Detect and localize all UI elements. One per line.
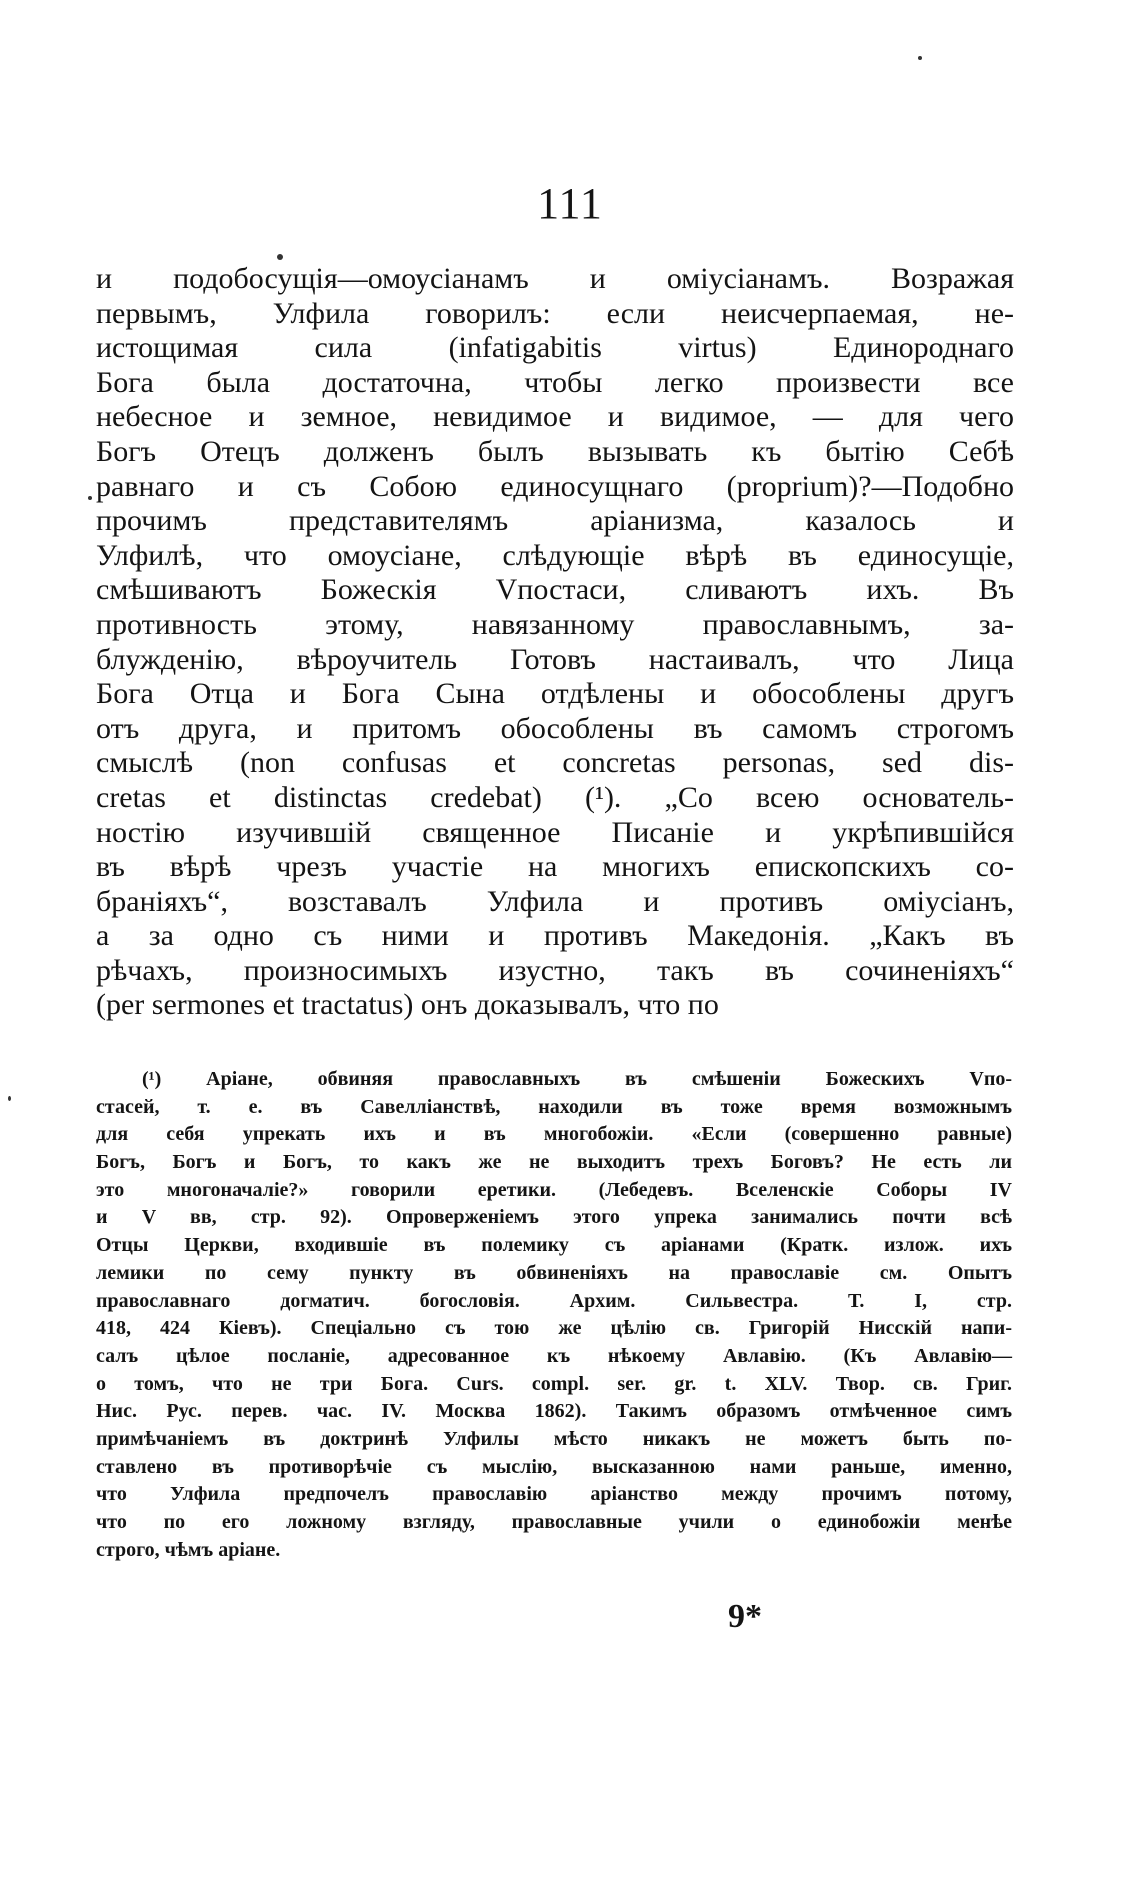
text-line: Улфилѣ, что омоусіане, слѣдующіе вѣрѣ въ единосущіе, — [96, 538, 1014, 572]
text-line: въ вѣрѣ чрезъ участіе на многихъ епископскихъ со- — [96, 850, 1014, 884]
footnote-line: 418, 424 Кіевъ). Спеціально съ тою же цѣлію св. Григорій Нисскій напи- — [96, 1317, 1012, 1340]
text-line: блужденію, вѣроучитель Готовъ настаивалъ, что Лица — [96, 642, 1014, 676]
footnote-line: ставлено въ противорѣчіе съ мыслію, высказанною нами раньше, именно, — [96, 1455, 1012, 1478]
text-line: cretas et distinctas credebat) (¹). „Со всею основатель- — [96, 780, 1014, 814]
footnote-line: стасей, т. е. въ Савелліанствѣ, находили въ тоже время возможнымъ — [96, 1095, 1012, 1118]
text-line: и подобосущія—омоусіанамъ и омiусіанамъ. Возражая — [96, 262, 1014, 295]
footnote-line: (¹) Аріане, обвиняя православныхъ въ смѣшеніи Божескихъ Vпо- — [142, 1068, 1012, 1090]
footnote-line: православнаго догматич. богословія. Архим. Сильвестра. Т. I, стр. — [96, 1289, 1012, 1312]
footnote-line: Отцы Церкви, входившіе въ полемику съ аріанами (Кратк. излож. ихъ — [96, 1234, 1012, 1257]
text-line: прочимъ представителямъ аріанизма, казалось и — [96, 504, 1014, 538]
footnote-line: Богъ, Богъ и Богъ, то какъ же не выходитъ трехъ Боговъ? Не есть ли — [96, 1151, 1012, 1174]
signature-mark: 9* — [728, 1598, 762, 1635]
footnote-line: строго, чѣмъ аріане. — [96, 1538, 281, 1561]
text-line: небесное и земное, невидимое и видимое, — для чего — [96, 400, 1014, 434]
text-line: отъ друга, и притомъ обособлены въ самомъ строгомъ — [96, 711, 1014, 745]
text-line: равнаго и съ Собою единосущнаго (proprium)?—Подобно — [96, 469, 1014, 503]
footnote-line: лемики по сему пункту въ обвиненіяхъ на православіе см. Опытъ — [96, 1261, 1012, 1284]
footnote-line: для себя упрекать ихъ и въ многобожіи. «Если (совершенно равные) — [96, 1123, 1012, 1146]
text-line: ностію изучившій священное Писаніе и укрѣпившійся — [96, 815, 1014, 849]
text-line: смыслѣ (non confusas et concretas personas, sed dis- — [96, 746, 1014, 780]
footnote-line: Нис. Рус. перев. час. IV. Москва 1862). Такимъ образомъ отмѣченное симъ — [96, 1400, 1012, 1423]
text-line: а за одно съ ними и противъ Македонія. „Какъ въ — [96, 919, 1014, 953]
print-speck — [918, 56, 922, 60]
footnote-line: примѣчаніемъ въ доктринѣ Улфилы мѣсто никакъ не можетъ быть по- — [96, 1427, 1012, 1450]
text-line: истощимая сила (infatigabitis virtus) Единороднаго — [96, 331, 1014, 365]
footnote-line: и V вв, стр. 92). Опроверженіемъ этого упрека занимались почти всѣ — [96, 1206, 1012, 1229]
text-line: первымъ, Улфила говорилъ: если неисчерпаемая, не- — [96, 296, 1014, 330]
text-line: противность этому, навязанному православнымъ, за- — [96, 607, 1014, 641]
text-line: смѣшиваютъ Божескія Vпостаси, сливаютъ ихъ. Въ — [96, 573, 1014, 607]
footnote-line: о томъ, что не три Бога. Curs. compl. ser. gr. t. XLV. Твор. св. Григ. — [96, 1372, 1012, 1395]
text-line: Бога была достаточна, чтобы легко произвести все — [96, 365, 1014, 399]
print-speck — [88, 496, 92, 500]
print-speck — [8, 1096, 11, 1101]
text-line: рѣчахъ, произносимыхъ изустно, такъ въ сочиненіяхъ“ — [96, 953, 1014, 987]
text-line: Богъ Отецъ долженъ былъ вызывать къ бытію Себѣ — [96, 434, 1014, 468]
main-text-block — [96, 262, 1014, 1023]
print-speck — [277, 254, 283, 260]
text-line: (per sermones et tractatus) онъ доказывалъ, что по — [96, 988, 719, 1022]
footnote-line: это многоначаліе?» говорили еретики. (Лебедевъ. Вселенскіе Соборы IV — [96, 1178, 1012, 1201]
footnote-line: что по его ложному взгляду, православные учили о единобожіи менѣе — [96, 1511, 1012, 1533]
footnote-line: что Улфила предпочелъ православію аріанство между прочимъ потому, — [96, 1483, 1012, 1506]
text-line: браніяхъ“, возставалъ Улфила и противъ омiусіанъ, — [96, 884, 1014, 918]
footnote-line: салъ цѣлое посланіе, адресованное къ нѣкоему Авлавію. (Къ Авлавію— — [96, 1344, 1012, 1367]
page-number: 111 — [537, 179, 603, 228]
text-line: Бога Отца и Бога Сына отдѣлены и обособлены другъ — [96, 677, 1014, 711]
footnote-block — [96, 1066, 1012, 1564]
